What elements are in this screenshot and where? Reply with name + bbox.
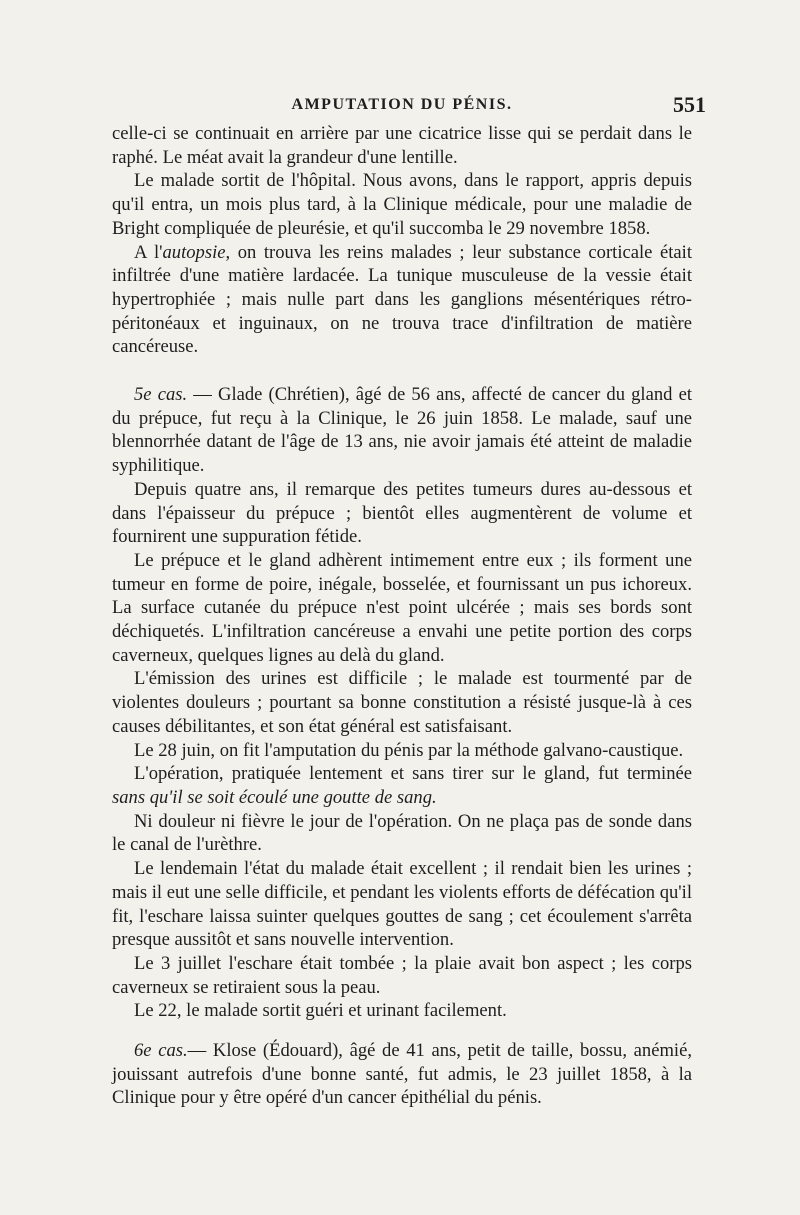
body-text [112, 122, 692, 1110]
paragraph [112, 762, 692, 809]
paragraph [112, 241, 692, 360]
case-paragraph [112, 383, 692, 478]
case-paragraph [112, 1039, 692, 1110]
paragraph: Le malade sortit de l'hôpital. Nous avons, dans le rapport, appris depuis qu'il entra, un mois plus tard, à la Clinique médicale, pour une maladie de Bright compliquée de pleurésie, et qu'il succomba le 29 novembre 1858. [112, 170, 692, 239]
text-run: — Klose (Édouard), âgé de 41 ans, petit de taille, bossu, anémié, jouissant autrefois d'une bonne santé, fut admis, le 23 juillet 1858, à la Clinique pour y être opéré d'un cancer épithélial du pénis. [112, 1040, 692, 1109]
paragraph: Ni douleur ni fièvre le jour de l'opération. On ne plaça pas de sonde dans le canal de l'urèthre. [112, 810, 692, 856]
section-gap [112, 359, 692, 383]
case-label: 6e cas. [134, 1040, 188, 1062]
text-run: A l' [134, 241, 163, 263]
paragraph: celle-ci se continuait en arrière par une cicatrice lisse qui se perdait dans le raphé. Le méat avait la grandeur d'une lentille. [112, 123, 692, 168]
paragraph: Le lendemain l'état du malade était excellent ; il rendait bien les urines ; mais il eut une selle difficile, et pendant les violents efforts de défécation qu'il fit, l'eschare laissa suinter quelques gouttes de sang ; cet écoulement s'arrêta presque aussitôt et sans nouvelle intervention. [112, 858, 692, 951]
italic-phrase: sans qu'il se soit écoulé une goutte de sang. [112, 786, 437, 808]
page-header [112, 92, 706, 122]
text-run: , on trouva les reins malades ; leur substance corticale était infiltrée d'une matière lardacée. La tunique musculeuse de la vessie était hypertrophiée ; mais nulle part dans les ganglions mésentériques rétro-péritonéaux et inguinaux, on ne trouva trace d'infiltration de matière cancéreuse. [112, 241, 692, 358]
italic-term: autopsie [162, 241, 226, 263]
text-run: L'opération, pratiquée lentement et sans tirer sur le gland, fut terminée [134, 763, 692, 785]
paragraph: Depuis quatre ans, il remarque des petites tumeurs dures au-dessous et dans l'épaisseur du prépuce ; bientôt elles augmentèrent de volume et fournirent une suppuration fétide. [112, 478, 692, 548]
document-page [112, 92, 706, 1110]
case-label: 5e cas. [134, 384, 188, 406]
paragraph: Le 22, le malade sortit guéri et urinant facilement. [134, 1000, 507, 1022]
paragraph: Le 3 juillet l'eschare était tombée ; la plaie avait bon aspect ; les corps caverneux se retiraient sous la peau. [112, 952, 692, 998]
page-number: 551 [673, 92, 706, 117]
paragraph: Le prépuce et le gland adhèrent intimement entre eux ; ils forment une tumeur en forme de poire, inégale, bosselée, et fournissant un pus ichoreux. La surface cutanée du prépuce n'est point ulcérée ; mais ses bords sont déchiquetés. L'infiltration cancéreuse a envahi une petite portion des corps caverneux, quelques lignes au delà du gland. [112, 549, 692, 666]
section-gap [112, 1023, 692, 1039]
paragraph: Le 28 juin, on fit l'amputation du pénis par la méthode galvano-caustique. [134, 739, 684, 761]
running-title: AMPUTATION DU PÉNIS. [291, 96, 513, 113]
paragraph: L'émission des urines est difficile ; le malade est tourmenté par de violentes douleurs ; pourtant sa bonne constitution a résisté jusque-là à ces causes débilitantes, et son état général est satisfaisant. [112, 668, 692, 737]
text-run: — Glade (Chrétien), âgé de 56 ans, affecté de cancer du gland et du prépuce, fut reçu à la Clinique, le 26 juin 1858. Le malade, sauf une blennorrhée datant de l'âge de 13 ans, nie avoir jamais été atteint de maladie syphilitique. [112, 384, 693, 477]
